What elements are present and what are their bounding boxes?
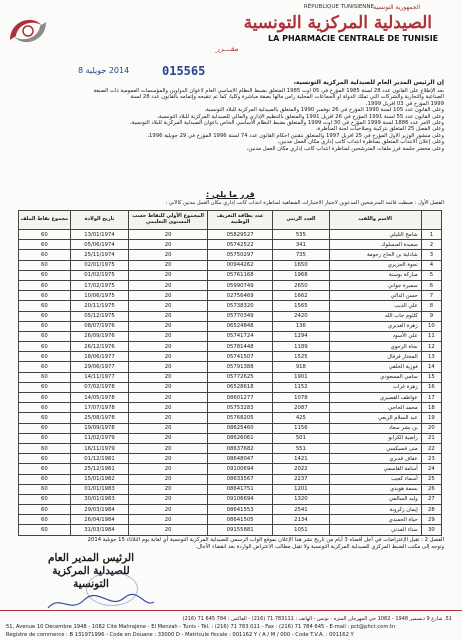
rank-number: 1189 <box>273 342 329 352</box>
file-score: 60 <box>19 230 71 240</box>
candidate-name: إيمان زكرونة <box>329 505 421 515</box>
rank-number: 535 <box>273 230 329 240</box>
base-score: 20 <box>129 484 208 494</box>
base-score: 20 <box>129 382 208 392</box>
table-row <box>19 423 442 433</box>
table-row <box>19 331 442 341</box>
rank-number: 551 <box>273 443 329 453</box>
file-score: 60 <box>19 515 71 525</box>
rank-number: 735 <box>273 250 329 260</box>
candidate-name: حسن الدالي <box>329 291 421 301</box>
candidate-name: عبد السلام الربعي <box>329 413 421 423</box>
header-birth-date: تاريخ الولادة <box>70 211 129 230</box>
birth-date: 20/11/1975 <box>70 301 129 311</box>
table-row <box>19 403 442 413</box>
file-score: 60 <box>19 270 71 280</box>
table-row <box>19 484 442 494</box>
preamble-line: بعد الإطلاع على القانون عدد 28 لسنة 1985 المؤرخ في 05 أوت 1985 المتعلق بضبط النظام الأساسي العام لأعوان الدواوين والمؤسسات العمومية ذات الصبغة <box>93 88 444 94</box>
rank-number: 136 <box>273 321 329 331</box>
id-card-number: 05738320 <box>208 301 273 311</box>
header-id-card: عدد بطاقة التعريف الوطنية <box>208 211 273 230</box>
base-score: 20 <box>129 311 208 321</box>
base-score: 20 <box>129 230 208 240</box>
base-score: 20 <box>129 525 208 535</box>
candidate-name: سامي المسعودي <box>329 372 421 382</box>
candidate-name: زهرة غراب <box>329 382 421 392</box>
file-score: 60 <box>19 250 71 260</box>
table-row <box>19 301 442 311</box>
rank-number: 2022 <box>273 464 329 474</box>
letterhead <box>0 0 462 62</box>
id-card-number: 05753283 <box>208 403 273 413</box>
row-index: 22 <box>421 443 441 453</box>
base-score: 20 <box>129 423 208 433</box>
rank-number: 1968 <box>273 270 329 280</box>
row-index: 7 <box>421 291 441 301</box>
base-score: 20 <box>129 443 208 453</box>
preamble-line: الصناعية والتجارية والشركات التي تملك الدولة أو الجماعات المحلية رأس مالها بصفة مباشرة وكليا، كما تم تنقيحه وإتمامه بالقانون عدد 28 لسنة <box>130 94 444 101</box>
row-index: 6 <box>421 280 441 290</box>
preamble-line: وعلى محضر جلسة فرز ملفات المترشحين لمناظرة انتداب كاتب إداري مكان العمل مدنين، <box>246 145 444 152</box>
rank-number: 1294 <box>273 331 329 341</box>
file-score: 60 <box>19 423 71 433</box>
candidate-name: سناء المدني <box>329 525 421 535</box>
candidate-name: بسمة هويدي <box>329 484 421 494</box>
birth-date: 07/02/1978 <box>70 382 129 392</box>
table-row <box>19 352 442 362</box>
candidates-table <box>18 210 442 536</box>
file-score: 60 <box>19 454 71 464</box>
table-row <box>19 372 442 382</box>
birth-date: 17/07/1978 <box>70 403 129 413</box>
id-card-number: 09155881 <box>208 525 273 535</box>
candidate-name: نجاة الرحوي <box>329 342 421 352</box>
footer-address-ar: 51، شارع 9 ديسمبر 1948 - 1082 حي المهرجان المنزه - تونس - الهاتف : 783111 71 (216) - الفاكس : 784 645 71 (216) <box>182 616 452 622</box>
signature-line: للصيدلية المركزية <box>52 565 130 577</box>
candidate-name: زهرة الغديري <box>329 321 421 331</box>
table-row <box>19 393 442 403</box>
row-index: 13 <box>421 352 441 362</box>
id-card-number: 05741724 <box>208 331 273 341</box>
file-score: 60 <box>19 474 71 484</box>
table-row <box>19 505 442 515</box>
birth-date: 11/02/1979 <box>70 433 129 443</box>
candidate-name: شامخ التليلي <box>329 230 421 240</box>
preamble-line: 1999 المؤرخ في 03 أفريل 1999، <box>365 100 444 107</box>
file-score: 60 <box>19 311 71 321</box>
notice-line: الفصل 2 : تقبل الإعتراضات في أجل أقصاه 3 أيام من تاريخ نشر هذا الإعلان بموقع الواب الرسمي للصيدلية المركزية التونسية أي لغاية يوم الثلاثاء 15 جويلية 2014 <box>87 537 444 543</box>
id-card-number: 00944262 <box>208 260 273 270</box>
id-card-number: 08641553 <box>208 505 273 515</box>
row-index: 12 <box>421 342 441 352</box>
base-score: 20 <box>129 362 208 372</box>
file-score: 60 <box>19 342 71 352</box>
row-index: 24 <box>421 464 441 474</box>
birth-date: 26/12/1976 <box>70 342 129 352</box>
base-score: 20 <box>129 331 208 341</box>
row-index: 29 <box>421 515 441 525</box>
row-index: 11 <box>421 331 441 341</box>
id-card-number: 05781448 <box>208 342 273 352</box>
id-card-number: 08637682 <box>208 443 273 453</box>
row-index: 1 <box>421 230 441 240</box>
rank-number: 918 <box>273 362 329 372</box>
candidate-name: سميرة جواني <box>329 280 421 290</box>
base-score: 20 <box>129 250 208 260</box>
id-card-number: 06524848 <box>208 321 273 331</box>
table-row <box>19 525 442 535</box>
row-index: 26 <box>421 484 441 494</box>
birth-date: 16/11/1979 <box>70 443 129 453</box>
id-card-number: 08648047 <box>208 454 273 464</box>
rank-number: 2237 <box>273 474 329 484</box>
file-score: 60 <box>19 362 71 372</box>
id-card-number: 05768205 <box>208 413 273 423</box>
birth-date: 17/02/1975 <box>70 280 129 290</box>
table-row <box>19 240 442 250</box>
file-score: 60 <box>19 352 71 362</box>
birth-date: 05/12/1975 <box>70 311 129 321</box>
candidate-name: عفاف قديري <box>329 454 421 464</box>
rank-number: 1662 <box>273 291 329 301</box>
footer <box>0 610 462 640</box>
base-score: 20 <box>129 321 208 331</box>
file-score: 60 <box>19 494 71 504</box>
rank-number: 1565 <box>273 301 329 311</box>
file-score: 60 <box>19 331 71 341</box>
file-score: 60 <box>19 240 71 250</box>
rank-number: 1201 <box>273 484 329 494</box>
table-row <box>19 230 442 240</box>
candidate-name: أسماء كعيب <box>329 474 421 484</box>
row-index: 28 <box>421 505 441 515</box>
table-row <box>19 280 442 290</box>
id-card-number: 06528618 <box>208 382 273 392</box>
birth-date: 19/09/1978 <box>70 423 129 433</box>
rank-number: 1421 <box>273 454 329 464</box>
row-index: 14 <box>421 362 441 372</box>
table-row <box>19 464 442 474</box>
candidate-name: وليد السالمي <box>329 494 421 504</box>
document-number: 015565 <box>162 64 206 78</box>
row-index: 3 <box>421 250 441 260</box>
rank-number: 1051 <box>273 525 329 535</box>
candidate-name: نجوة الجزيري <box>329 260 421 270</box>
preamble-line: وعلى الأمر عدد 1886 لسنة 1999 المؤرخ في 30 أوت 1999 والمتعلق بضبط النظام الأساسي الخاص بأعوان الصيدلية المركزية للبلاد التونسية، <box>129 120 444 127</box>
pharmacie-centrale-logo-icon <box>6 10 50 50</box>
id-card-number: 08626061 <box>208 433 273 443</box>
row-index: 2 <box>421 240 441 250</box>
table-row <box>19 474 442 484</box>
file-score: 60 <box>19 382 71 392</box>
candidate-name: بن بشر سعاد <box>329 423 421 433</box>
table-header-row <box>19 211 442 230</box>
table-row <box>19 362 442 372</box>
candidate-name: راضية الكرابو <box>329 433 421 443</box>
birth-date: 25/08/1978 <box>70 413 129 423</box>
decision-intro: الفصل الأول : ضبطت قائمة المترشحين المدعوين لاجتياز الاختبارات الشفاهية لمناظرة انتداب كاتب إداري مكان العمل مدنين كالآتي : <box>165 200 444 206</box>
base-score: 20 <box>129 270 208 280</box>
preamble-line: وعلى إعلان الانتداب المتعلق بمناظرة انتداب كاتب إداري مكان العمل مدنين، <box>277 139 444 146</box>
id-card-number: 09100694 <box>208 464 273 474</box>
row-index: 5 <box>421 270 441 280</box>
base-score: 20 <box>129 494 208 504</box>
base-score: 20 <box>129 433 208 443</box>
birth-date: 13/01/1974 <box>70 230 129 240</box>
id-card-number: 05742522 <box>208 240 273 250</box>
base-score: 20 <box>129 260 208 270</box>
birth-date: 25/12/1981 <box>70 464 129 474</box>
signature-line: الرئيس المدير العام <box>48 552 134 564</box>
republic-fr: RÉPUBLIQUE TUNISIENNE <box>303 4 374 10</box>
org-name-ar: الصيدلية المركزية التونسية <box>243 13 432 33</box>
birth-date: 08/07/1976 <box>70 321 129 331</box>
birth-date: 25/11/1974 <box>70 250 129 260</box>
id-card-number: 05770349 <box>208 311 273 321</box>
rank-number: 425 <box>273 413 329 423</box>
id-card-number: 08641505 <box>208 515 273 525</box>
base-score: 20 <box>129 403 208 413</box>
candidate-name: كلثوم جاب الله <box>329 311 421 321</box>
decision-heading: قرر ما يلي : <box>206 190 255 199</box>
base-score: 20 <box>129 240 208 250</box>
candidate-name: محمد الحاجي <box>329 403 421 413</box>
objection-notice <box>14 537 444 550</box>
rank-number: 341 <box>273 240 329 250</box>
rank-number: 2420 <box>273 311 329 321</box>
row-index: 23 <box>421 454 441 464</box>
rank-number: 2650 <box>273 280 329 290</box>
birth-date: 30/01/1983 <box>70 494 129 504</box>
file-score: 60 <box>19 443 71 453</box>
header-base-score: المجموع الأولي للنقاط حسب المستوى التعليمي <box>129 211 208 230</box>
table-row <box>19 250 442 260</box>
table-row <box>19 270 442 280</box>
file-score: 60 <box>19 280 71 290</box>
row-index: 25 <box>421 474 441 484</box>
rank-number: 2087 <box>273 403 329 413</box>
birth-date: 26/04/1984 <box>70 515 129 525</box>
row-index: 20 <box>421 423 441 433</box>
table-row <box>19 311 442 321</box>
file-score: 60 <box>19 301 71 311</box>
republic-ar: الجمهورية التونسية <box>373 4 420 11</box>
base-score: 20 <box>129 301 208 311</box>
base-score: 20 <box>129 413 208 423</box>
base-score: 20 <box>129 393 208 403</box>
id-card-number: 05829527 <box>208 230 273 240</box>
row-index: 21 <box>421 433 441 443</box>
birth-date: 14/05/1978 <box>70 393 129 403</box>
candidate-name: مباركة بوسنة <box>329 270 421 280</box>
candidate-name: أسامة القاسمي <box>329 464 421 474</box>
table-row <box>19 413 442 423</box>
file-score: 60 <box>19 484 71 494</box>
base-score: 20 <box>129 515 208 525</box>
file-score: 60 <box>19 433 71 443</box>
preamble-line: وعلى الفصل 25 المتعلق بتركيبة وصلاحيات لجنة المناظرة، <box>316 126 444 133</box>
base-score: 20 <box>129 454 208 464</box>
id-card-number: 08633567 <box>208 474 273 484</box>
row-index: 16 <box>421 382 441 392</box>
rank-number: 1078 <box>273 393 329 403</box>
row-index: 15 <box>421 372 441 382</box>
footer-address-fr: 51, Avenue 10 Décembre 1948 - 1082 Cité Mahrajène - El Menzah - Tunis - Tél. : (216) 71 783 011 - Fax : (216) 71 784 645 - E-mail : pct@phct.com.tn <box>6 624 396 630</box>
preamble-line: وعلى منشور الوزير الأول المؤرخ في 25 أفريل 1997 والمتعلق بتقنين أحكام القانون عدد 74 لسنة 1996 المؤرخ في 29 جويلية 1996، <box>147 132 444 139</box>
preamble-title: إن الرئيس المدير العام للصيدلية المركزية التونسية، <box>293 79 444 86</box>
file-score: 60 <box>19 464 71 474</box>
base-score: 20 <box>129 505 208 515</box>
birth-date: 02/01/1975 <box>70 260 129 270</box>
file-score: 60 <box>19 403 71 413</box>
file-score: 60 <box>19 525 71 535</box>
id-card-number: 05990749 <box>208 280 273 290</box>
id-card-number: 08601277 <box>208 393 273 403</box>
row-index: 19 <box>421 413 441 423</box>
row-index: 4 <box>421 260 441 270</box>
rank-number: 1525 <box>273 352 329 362</box>
rank-number: 1320 <box>273 494 329 504</box>
footer-registry: Registre de commerce : B 131971996 - Code en Douane : 33000 D - Matricule fiscale : 001162 Y / A / M / 000 - Code T.V.A. : 001162 Y <box>6 632 354 638</box>
candidate-name: منى قسيكسي <box>329 443 421 453</box>
birth-date: 29/03/1984 <box>70 505 129 515</box>
id-card-number: 05741507 <box>208 352 273 362</box>
row-index: 30 <box>421 525 441 535</box>
row-index: 9 <box>421 311 441 321</box>
row-index: 27 <box>421 494 441 504</box>
candidate-name: سعيدة العبسلوك <box>329 240 421 250</box>
decision-type: مقـــرر <box>216 44 239 53</box>
table-row <box>19 342 442 352</box>
preamble-line: وعلى القانون عدد 105 لسنة 1990 المؤرخ في 26 نوفمبر 1990 والمتعلق بالصيدلية المركزية للبلاد التونسية، <box>204 107 444 114</box>
candidate-name: علي الذيب <box>329 301 421 311</box>
id-card-number: 02756469 <box>208 291 273 301</box>
file-score: 60 <box>19 260 71 270</box>
rank-number: 2134 <box>273 515 329 525</box>
birth-date: 29/06/1977 <box>70 362 129 372</box>
notice-line: وتوجه إلى مكتب الضبط المركزي للصيدلية المركزية التونسية ولا تقبل مطالب الاعتراض الواردة بعد انقضاء الآجال. <box>195 543 444 550</box>
header-index <box>421 211 441 230</box>
id-card-number: 09106694 <box>208 494 273 504</box>
file-score: 60 <box>19 413 71 423</box>
birth-date: 15/01/1982 <box>70 474 129 484</box>
row-index: 10 <box>421 321 441 331</box>
candidate-name: المختار قرفال <box>329 352 421 362</box>
base-score: 20 <box>129 474 208 484</box>
id-card-number: 08641751 <box>208 484 273 494</box>
candidate-name: شادلية بن الحاج رحومة <box>329 250 421 260</box>
base-score: 20 <box>129 372 208 382</box>
birth-date: 01/01/1983 <box>70 484 129 494</box>
id-card-number: 05791388 <box>208 362 273 372</box>
row-index: 17 <box>421 393 441 403</box>
org-name-fr: LA PHARMACIE CENTRALE DE TUNISIE <box>268 34 439 43</box>
table-row <box>19 260 442 270</box>
id-card-number: 05761168 <box>208 270 273 280</box>
header-rank: العدد الرتبي <box>273 211 329 230</box>
birth-date: 26/09/1976 <box>70 331 129 341</box>
preamble-line: وعلى القانون عدد 55 لسنة 1991 المؤرخ في 26 أفريل 1991 والمتعلق بالتنظيم الإداري والمالي للصيدلية المركزية للبلاد التونسية، <box>157 113 444 120</box>
table-row <box>19 454 442 464</box>
base-score: 20 <box>129 464 208 474</box>
table-body <box>19 230 442 536</box>
rank-number: 1156 <box>273 423 329 433</box>
file-score: 60 <box>19 393 71 403</box>
rank-number: 2541 <box>273 505 329 515</box>
header-file-score: مجموع نقاط الملف <box>19 211 71 230</box>
file-score: 60 <box>19 321 71 331</box>
signature-line: التونسية <box>73 578 109 590</box>
table-row <box>19 494 442 504</box>
birth-date: 31/03/1984 <box>70 525 129 535</box>
base-score: 20 <box>129 291 208 301</box>
rank-number: 501 <box>273 433 329 443</box>
table-row <box>19 291 442 301</box>
table-row <box>19 515 442 525</box>
row-index: 8 <box>421 301 441 311</box>
birth-date: 10/06/1975 <box>70 291 129 301</box>
table-row <box>19 433 442 443</box>
header-name: الاسم واللقب <box>329 211 421 230</box>
base-score: 20 <box>129 352 208 362</box>
rank-number: 1152 <box>273 382 329 392</box>
document-date: 2014 جويلية 8 <box>78 66 130 75</box>
id-card-number: 05750297 <box>208 250 273 260</box>
file-score: 60 <box>19 505 71 515</box>
row-index: 18 <box>421 403 441 413</box>
file-score: 60 <box>19 291 71 301</box>
candidate-name: عواطف القصيري <box>329 393 421 403</box>
candidate-name: علي الأسود <box>329 331 421 341</box>
id-card-number: 08625460 <box>208 423 273 433</box>
base-score: 20 <box>129 280 208 290</box>
birth-date: 14/11/1977 <box>70 372 129 382</box>
table-row <box>19 382 442 392</box>
candidate-name: حياة الحميدي <box>329 515 421 525</box>
file-score: 60 <box>19 372 71 382</box>
preamble-lines <box>14 88 444 152</box>
table-row <box>19 321 442 331</box>
id-card-number: 05772625 <box>208 372 273 382</box>
birth-date: 05/06/1974 <box>70 240 129 250</box>
birth-date: 01/02/1975 <box>70 270 129 280</box>
candidate-name: فوزية الخلقي <box>329 362 421 372</box>
base-score: 20 <box>129 342 208 352</box>
rank-number: 1650 <box>273 260 329 270</box>
rank-number: 1901 <box>273 372 329 382</box>
table-row <box>19 443 442 453</box>
birth-date: 01/12/1981 <box>70 454 129 464</box>
birth-date: 18/06/1977 <box>70 352 129 362</box>
